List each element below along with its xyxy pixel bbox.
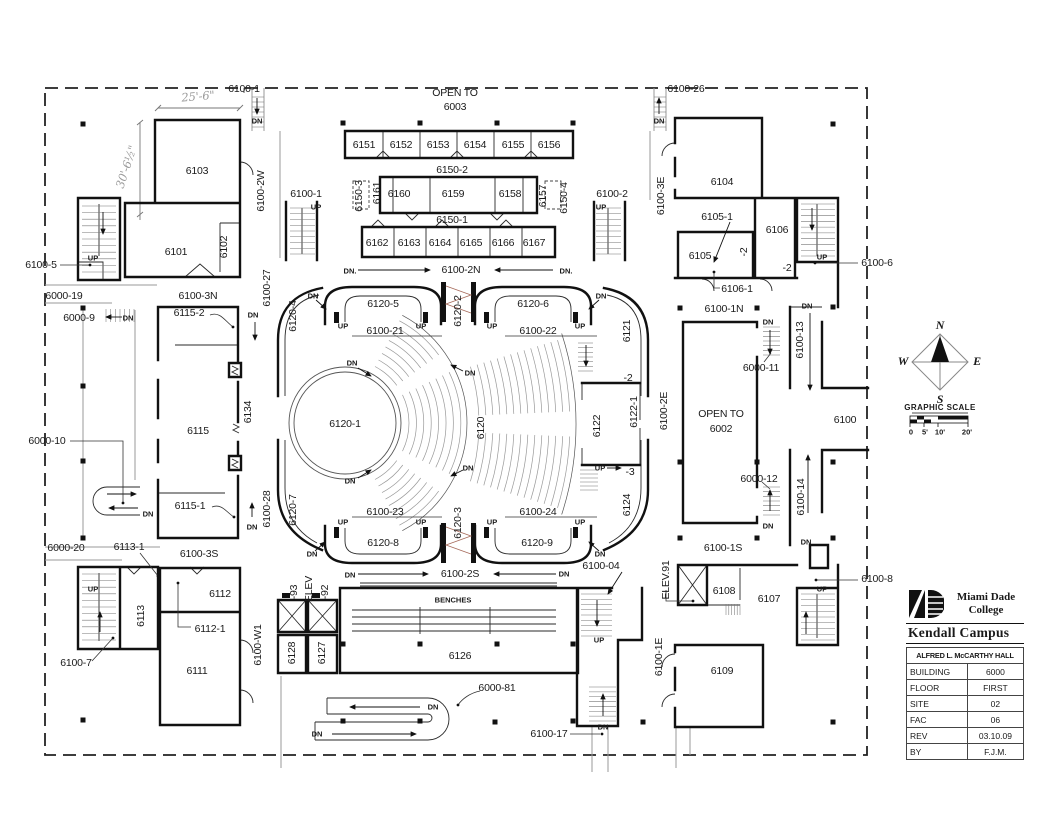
plan-label: 6000-10	[28, 434, 66, 447]
plan-label: DN	[762, 317, 774, 327]
plan-label: DN	[800, 537, 812, 547]
plan-label: 6153	[426, 138, 450, 151]
plan-label: DN.	[343, 266, 357, 276]
plan-label: UP	[593, 635, 605, 645]
plan-label: 6156	[537, 138, 561, 151]
field-value: F.J.M.	[967, 744, 1023, 760]
plan-label: 5'	[922, 427, 928, 437]
plan-label: 6100-2	[596, 187, 628, 200]
plan-label: 6100	[833, 413, 857, 426]
plan-label: 6155	[501, 138, 525, 151]
plan-label: 6128	[285, 641, 298, 665]
graphic-scale-bar	[910, 413, 968, 427]
plan-label: 20'	[961, 427, 973, 437]
plan-label: 6100-1	[290, 187, 322, 200]
plan-label: 6100-7	[60, 656, 92, 669]
plan-label: 6100-2N	[441, 263, 481, 276]
plan-label: DN	[558, 569, 570, 579]
direction-arrows	[100, 98, 812, 734]
plan-label: 25'-6"	[180, 87, 216, 105]
plan-label: 6000-19	[45, 289, 83, 302]
plan-label: 6122-1	[627, 396, 640, 428]
plan-label: 6100-5	[25, 258, 57, 271]
plan-label: 6100-04	[582, 559, 620, 572]
plan-label: 6158	[498, 187, 522, 200]
title-block	[906, 586, 1024, 760]
field-value: FIRST	[967, 680, 1023, 696]
plan-label: 6150-4	[557, 182, 570, 214]
plan-label: UP	[337, 321, 349, 331]
plan-label: 6105-1	[701, 210, 733, 223]
plan-label: UP	[87, 253, 99, 263]
plan-label: 6000-81	[478, 681, 516, 694]
plan-label: N	[935, 318, 945, 332]
plan-label: 6120-2	[451, 295, 464, 327]
plan-label: 6120-6	[517, 297, 549, 310]
plan-label: 6100-22	[519, 324, 557, 337]
plan-label: 6120-1	[329, 417, 361, 430]
plan-label: 6100-28	[260, 490, 273, 528]
plan-label: DN	[344, 570, 356, 580]
plan-label: 6134	[241, 400, 254, 424]
plan-label: DN	[801, 301, 813, 311]
campus-name: Kendall Campus	[906, 624, 1024, 644]
plan-label: UP	[337, 517, 349, 527]
plan-label: DN	[346, 358, 358, 368]
plan-label: 6100-24	[519, 505, 557, 518]
mdc-logo-icon	[908, 588, 944, 620]
plan-label: DN	[344, 476, 356, 486]
plan-label: 6106	[765, 223, 789, 236]
field-value: 6000	[967, 664, 1023, 680]
plan-label: 6100-6	[861, 256, 893, 269]
plan-label: 6150-3	[352, 180, 365, 212]
plan-label: 6109	[710, 664, 734, 677]
plan-label: 6112	[209, 587, 231, 600]
plan-label: DN	[594, 549, 606, 559]
plan-label: 6100-3S	[179, 547, 219, 560]
plan-label: DN	[464, 368, 476, 378]
plan-label: 6111	[186, 664, 208, 677]
plan-label: 6108	[712, 584, 736, 597]
plan-label: 6100-21	[366, 324, 404, 337]
plan-label: E	[973, 354, 981, 368]
plan-label: 6100-1	[228, 82, 260, 95]
plan-label: 6161	[370, 181, 383, 205]
plan-label: DN	[307, 291, 319, 301]
field-label: FLOOR	[907, 680, 968, 696]
plan-label: 10'	[934, 427, 946, 437]
plan-label: DN	[122, 313, 134, 323]
title-block-header	[906, 586, 1024, 624]
plan-label: 6100-8	[861, 572, 893, 585]
stair-treads	[82, 97, 835, 721]
plan-label: DN	[595, 291, 607, 301]
plan-label: -2	[623, 371, 633, 384]
plan-label: DN	[427, 702, 439, 712]
plan-label: UP	[310, 202, 322, 212]
plan-label: 6100-3N	[178, 289, 218, 302]
plan-label: 6126	[448, 649, 472, 662]
org-name-line2: College	[968, 604, 1004, 616]
plan-label: 6100-26	[667, 82, 705, 95]
boundary-dashed-line	[45, 88, 867, 755]
plan-label: 6152	[389, 138, 413, 151]
plan-label: 6100-17	[530, 727, 568, 740]
plan-label: ELEV.91	[659, 560, 672, 600]
plan-label: UP	[87, 584, 99, 594]
plan-label: 6000-12	[740, 472, 778, 485]
walls	[78, 118, 868, 727]
plan-label: 6107	[757, 592, 781, 605]
plan-label: 6100-W1	[251, 624, 264, 666]
hall-name: ALFRED L. McCARTHY HALL	[907, 648, 1024, 664]
plan-label: OPEN TO	[698, 407, 744, 420]
plan-label: 6162	[365, 236, 389, 249]
field-label: REV	[907, 728, 968, 744]
plan-label: DN	[306, 549, 318, 559]
plan-label: DN.	[559, 266, 573, 276]
plan-label: 6000-9	[63, 311, 95, 324]
plan-label: 6150-2	[436, 163, 468, 176]
plan-label: 6003	[443, 100, 467, 113]
plan-label: S	[936, 392, 944, 406]
plan-label: 6000-11	[742, 361, 780, 374]
plan-label: 6121	[620, 319, 633, 343]
exterior-walkway-lines	[45, 88, 690, 772]
plan-label: 6113-1	[113, 540, 145, 553]
plan-label: BENCHES	[434, 595, 472, 605]
plan-label: UP	[486, 321, 498, 331]
plan-label: -3	[625, 465, 635, 478]
leader-lines	[60, 88, 858, 734]
field-label: BUILDING	[907, 664, 968, 680]
plan-label: UP	[594, 463, 606, 473]
plan-label: GRAPHIC SCALE	[904, 403, 976, 412]
plan-label: 6100-3E	[654, 176, 667, 216]
plan-label: 6154	[463, 138, 487, 151]
plan-label: UP	[595, 202, 607, 212]
compass-rose	[912, 334, 968, 390]
plan-label: UP	[816, 584, 828, 594]
plan-label: 6160	[387, 187, 411, 200]
plan-label: 30'-6½"	[112, 143, 140, 190]
plan-label: 6120-9	[521, 536, 553, 549]
plan-label: 6106-1	[721, 282, 753, 295]
plan-label: 6002	[709, 422, 733, 435]
field-value: 06	[967, 712, 1023, 728]
plan-label: 6163	[397, 236, 421, 249]
plan-label: 6159	[441, 187, 465, 200]
plan-label: 6102	[217, 235, 230, 259]
plan-label: 6100-14	[794, 478, 807, 516]
plan-label: -2	[782, 261, 792, 274]
thin-walls	[78, 131, 822, 740]
field-label: SITE	[907, 696, 968, 712]
plan-label: 6100-2E	[657, 391, 670, 431]
plan-label: 6127	[315, 641, 328, 665]
plan-label: DN	[653, 116, 665, 126]
plan-label: 6103	[185, 164, 209, 177]
plan-label: UP	[574, 517, 586, 527]
plan-label: DN	[142, 509, 154, 519]
plan-label: 6115	[187, 424, 209, 437]
plan-label: 6100-1E	[652, 637, 665, 677]
plan-label: DN	[462, 463, 474, 473]
plan-label: 6115-2	[173, 306, 205, 319]
dashed-partitions	[353, 181, 561, 209]
plan-label: 6122	[590, 414, 603, 438]
plan-label: 6104	[710, 175, 734, 188]
plan-label: 6120-7	[286, 494, 299, 526]
plan-label: DN	[246, 522, 258, 532]
plan-label: UP	[486, 517, 498, 527]
plan-label: 6166	[491, 236, 515, 249]
plan-label: 6100-2W	[254, 170, 267, 212]
plan-label: 0	[908, 427, 914, 437]
plan-label: 6120-4	[286, 300, 299, 332]
plan-label: 6113	[134, 605, 147, 627]
plan-label: 6100-27	[260, 269, 273, 307]
field-label: BY	[907, 744, 968, 760]
plan-label: 6120-3	[451, 507, 464, 539]
plan-label: UP	[415, 321, 427, 331]
plan-label: UP	[415, 517, 427, 527]
plan-label: W	[897, 354, 909, 368]
plan-label: 6100-1N	[704, 302, 744, 315]
field-value: 03.10.09	[967, 728, 1023, 744]
plan-label: DN	[762, 521, 774, 531]
plan-label: DN	[247, 310, 259, 320]
plan-label: DN	[597, 722, 609, 732]
plan-label: -93	[287, 584, 300, 600]
plan-label: 6100-13	[793, 321, 806, 359]
plan-label: ELEV	[302, 575, 315, 603]
plan-label: 6100-2S	[440, 567, 480, 580]
title-block-table	[906, 647, 1024, 760]
plan-label: 6120-5	[367, 297, 399, 310]
plan-label: 6100-1S	[703, 541, 743, 554]
plan-label: 6101	[164, 245, 188, 258]
org-name-line1: Miami Dade	[956, 591, 1016, 604]
plan-label: DN	[311, 729, 323, 739]
plan-label: 6000-20	[47, 541, 85, 554]
field-value: 02	[967, 696, 1023, 712]
plan-label: 6150-1	[436, 213, 468, 226]
plan-label: DN	[251, 116, 263, 126]
plan-label: 6167	[522, 236, 546, 249]
field-label: FAC	[907, 712, 968, 728]
plan-label: -2	[737, 247, 750, 257]
theater-seating-rows	[375, 315, 576, 530]
plan-label: 6100-23	[366, 505, 404, 518]
plan-label: 6151	[352, 138, 376, 151]
plan-label: UP	[816, 252, 828, 262]
plan-label: -92	[318, 584, 331, 600]
org-name	[948, 591, 1024, 616]
plan-label: 6120-8	[367, 536, 399, 549]
plan-label: 6105	[688, 249, 712, 262]
plan-label: 6157	[536, 184, 549, 208]
plan-label: 6164	[428, 236, 452, 249]
plan-label: 6124	[620, 493, 633, 517]
plan-label: UP	[574, 321, 586, 331]
plan-label: 6120	[474, 416, 487, 440]
plan-label: 6115-1	[174, 499, 206, 512]
plan-label: OPEN TO	[432, 86, 478, 99]
plan-label: 6165	[459, 236, 483, 249]
plan-label: 6112-1	[194, 622, 226, 635]
